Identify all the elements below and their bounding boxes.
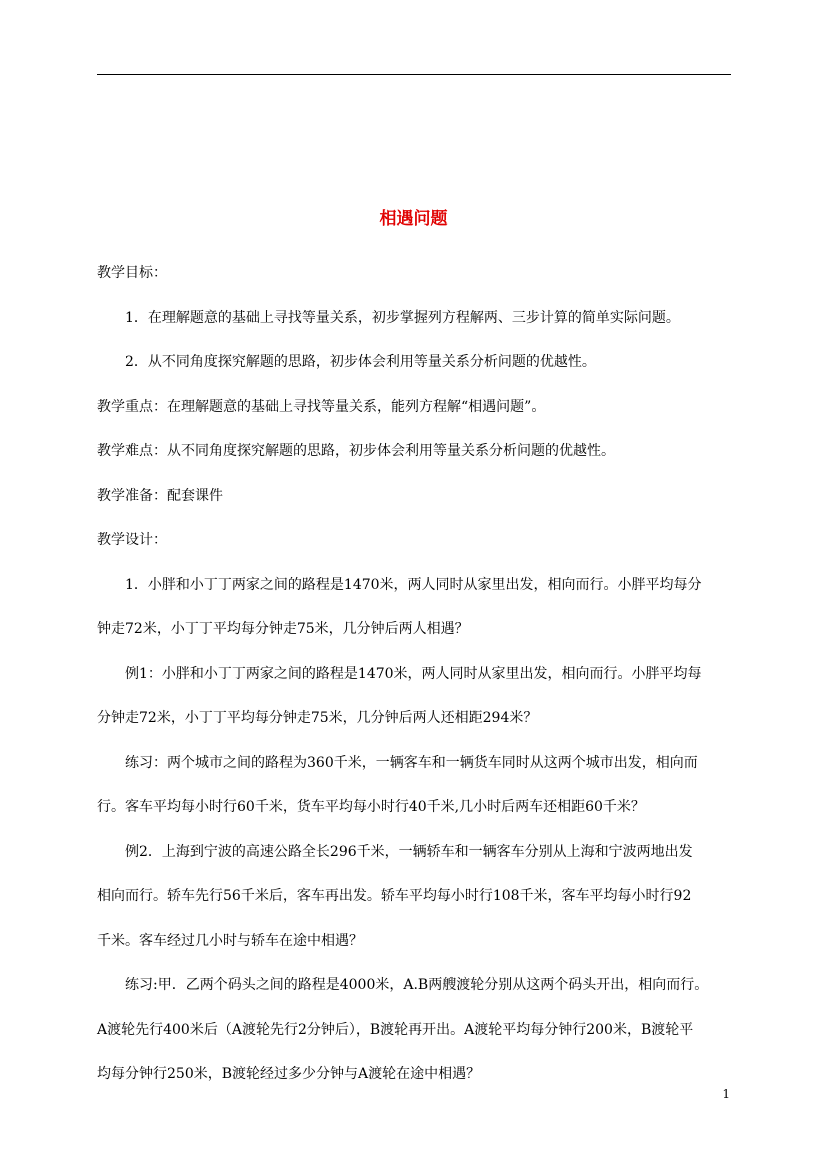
exercise-2-line-2: A渡轮先行400米后（A渡轮先行2分钟后），B渡轮再开出。A渡轮平均每分钟行200米，B渡轮平	[97, 1021, 694, 1038]
exercise-1-line-2: 行。客车平均每小时行60千米，货车平均每小时行40千米,几小时后两车还相距60千米？	[97, 799, 645, 815]
document-body	[97, 251, 731, 1097]
page-number: 1	[722, 1087, 730, 1101]
section-heading-objectives: 教学目标：	[97, 265, 167, 281]
exercise-2-line-1: 练习:甲．乙两个码头之间的路程是4000米，A.B两艘渡轮分别从这两个码头开出，相向而行。	[125, 977, 709, 993]
problem-1-line-1: 1．小胖和小丁丁两家之间的路程是1470米，两人同时从家里出发，相向而行。小胖平均每分	[125, 576, 702, 593]
teaching-difficulty: 教学难点：从不同角度探究解题的思路，初步体会利用等量关系分析问题的优越性。	[97, 443, 615, 459]
problem-1-line-2: 钟走72米，小丁丁平均每分钟走75米，几分钟后两人相遇？	[97, 621, 469, 637]
header-rule	[97, 74, 731, 75]
example-1-line-1: 例1：小胖和小丁丁两家之间的路程是1470米，两人同时从家里出发，相向而行。小胖平均每	[125, 665, 702, 682]
section-heading-design: 教学设计：	[97, 532, 167, 548]
objective-1: 1．在理解题意的基础上寻找等量关系，初步掌握列方程解两、三步计算的简单实际问题。	[125, 309, 680, 326]
teaching-preparation: 教学准备：配套课件	[97, 487, 223, 504]
example-2-line-2: 相向而行。轿车先行56千米后，客车再出发。轿车平均每小时行108千米，客车平均每小时行92	[97, 888, 692, 904]
objective-2: 2．从不同角度探究解题的思路，初步体会利用等量关系分析问题的优越性。	[125, 354, 596, 370]
exercise-1-line-1: 练习：两个城市之间的路程为360千米，一辆客车和一辆货车同时从这两个城市出发，相向而	[125, 754, 698, 771]
document-title: 相遇问题	[379, 209, 448, 229]
example-1-line-2: 分钟走72米，小丁丁平均每分钟走75米，几分钟后两人还相距294米？	[97, 710, 538, 726]
example-2-line-1: 例2．上海到宁波的高速公路全长296千米，一辆轿车和一辆客车分别从上海和宁波两地出发	[125, 843, 693, 860]
teaching-focus: 教学重点：在理解题意的基础上寻找等量关系，能列方程解“相遇问题”。	[97, 398, 546, 415]
exercise-2-line-3: 均每分钟行250米，B渡轮经过多少分钟与A渡轮在途中相遇？	[97, 1066, 481, 1082]
example-2-line-3: 千米。客车经过几小时与轿车在途中相遇？	[97, 932, 363, 949]
